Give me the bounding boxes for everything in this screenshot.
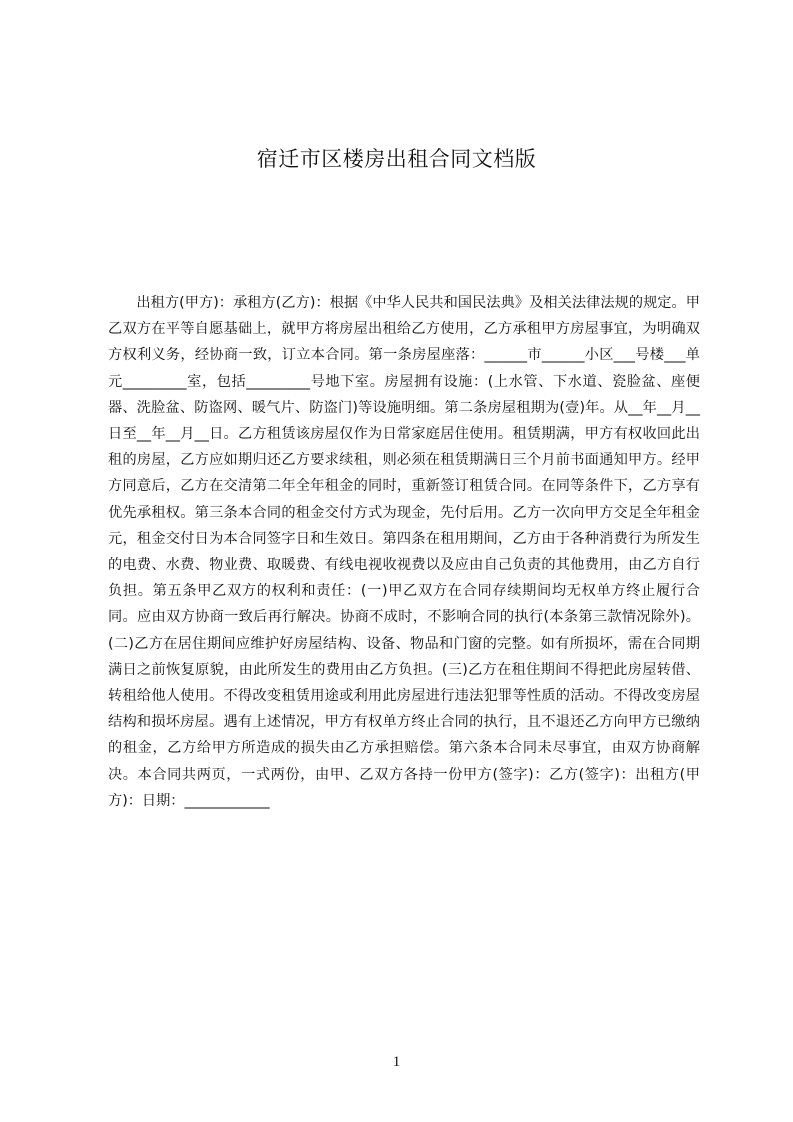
contract-body-text: 出租方(甲方)：承租方(乙方)：根据《中华人民共和国民法典》及相关法律法规的规定。甲乙双方在平等自愿基础上，就甲方将房屋出租给乙方使用，乙方承租甲方房屋事宜，为明确双方权利义务，经协商一致，订立本合同。第一条房屋座落：______市______小区___号楼___单元_________室，包括_________号地下室。房屋拥有设施：(上水管、下水道、瓷脸盆、座便器、洗脸盆、防盗网、暖气片、防盗门)等设施明细。第二条房屋租期为(壹)年。从__年__月__日至__年__月__日。乙方租赁该房屋仅作为日常家庭居住使用。租赁期满，甲方有权收回此出租的房屋，乙方应如期归还乙方要求续租，则必须在租赁期满日三个月前书面通知甲方。经甲方同意后，乙方在交清第二年全年租金的同时，重新签订租赁合同。在同等条件下，乙方享有优先承租权。第三条本合同的租金交付方式为现金，先付后用。乙方一次向甲方交足全年租金元，租金交付日为本合同签字日和生效日。第四条在租用期间，乙方由于各种消费行为所发生的电费、水费、物业费、取暖费、有线电视收视费以及应由自己负责的其他费用，由乙方自行负担。第五条甲乙双方的权利和责任：(一)甲乙双方在合同存续期间均无权单方终止履行合同。应由双方协商一致后再行解决。协商不成时，不影响合同的执行(本条第三款情况除外)。(二)乙方在居住期间应维护好房屋结构、设备、物品和门窗的完整。如有所损坏，需在合同期满日之前恢复原貌，由此所发生的费用由乙方负担。(三)乙方在租住期间不得把此房屋转借、转租给他人使用。不得改变租赁用途或利用此房屋进行违法犯罪等性质的活动。不得改变房屋结构和损坏房屋。遇有上述情况，甲方有权单方终止合同的执行，且不退还乙方向甲方已缴纳的租金，乙方给甲方所造成的损失由乙方承担赔偿。第六条本合同未尽事宜，由双方协商解决。本合同共两页，一式两份，由甲、乙双方各持一份甲方(签字)：乙方(签字)：出租方(甲方)：日期：____________ (108, 295, 700, 809)
page-number: 1 (392, 1054, 401, 1070)
document-title: 宿迁市区楼房出租合同文档版 (256, 147, 537, 171)
